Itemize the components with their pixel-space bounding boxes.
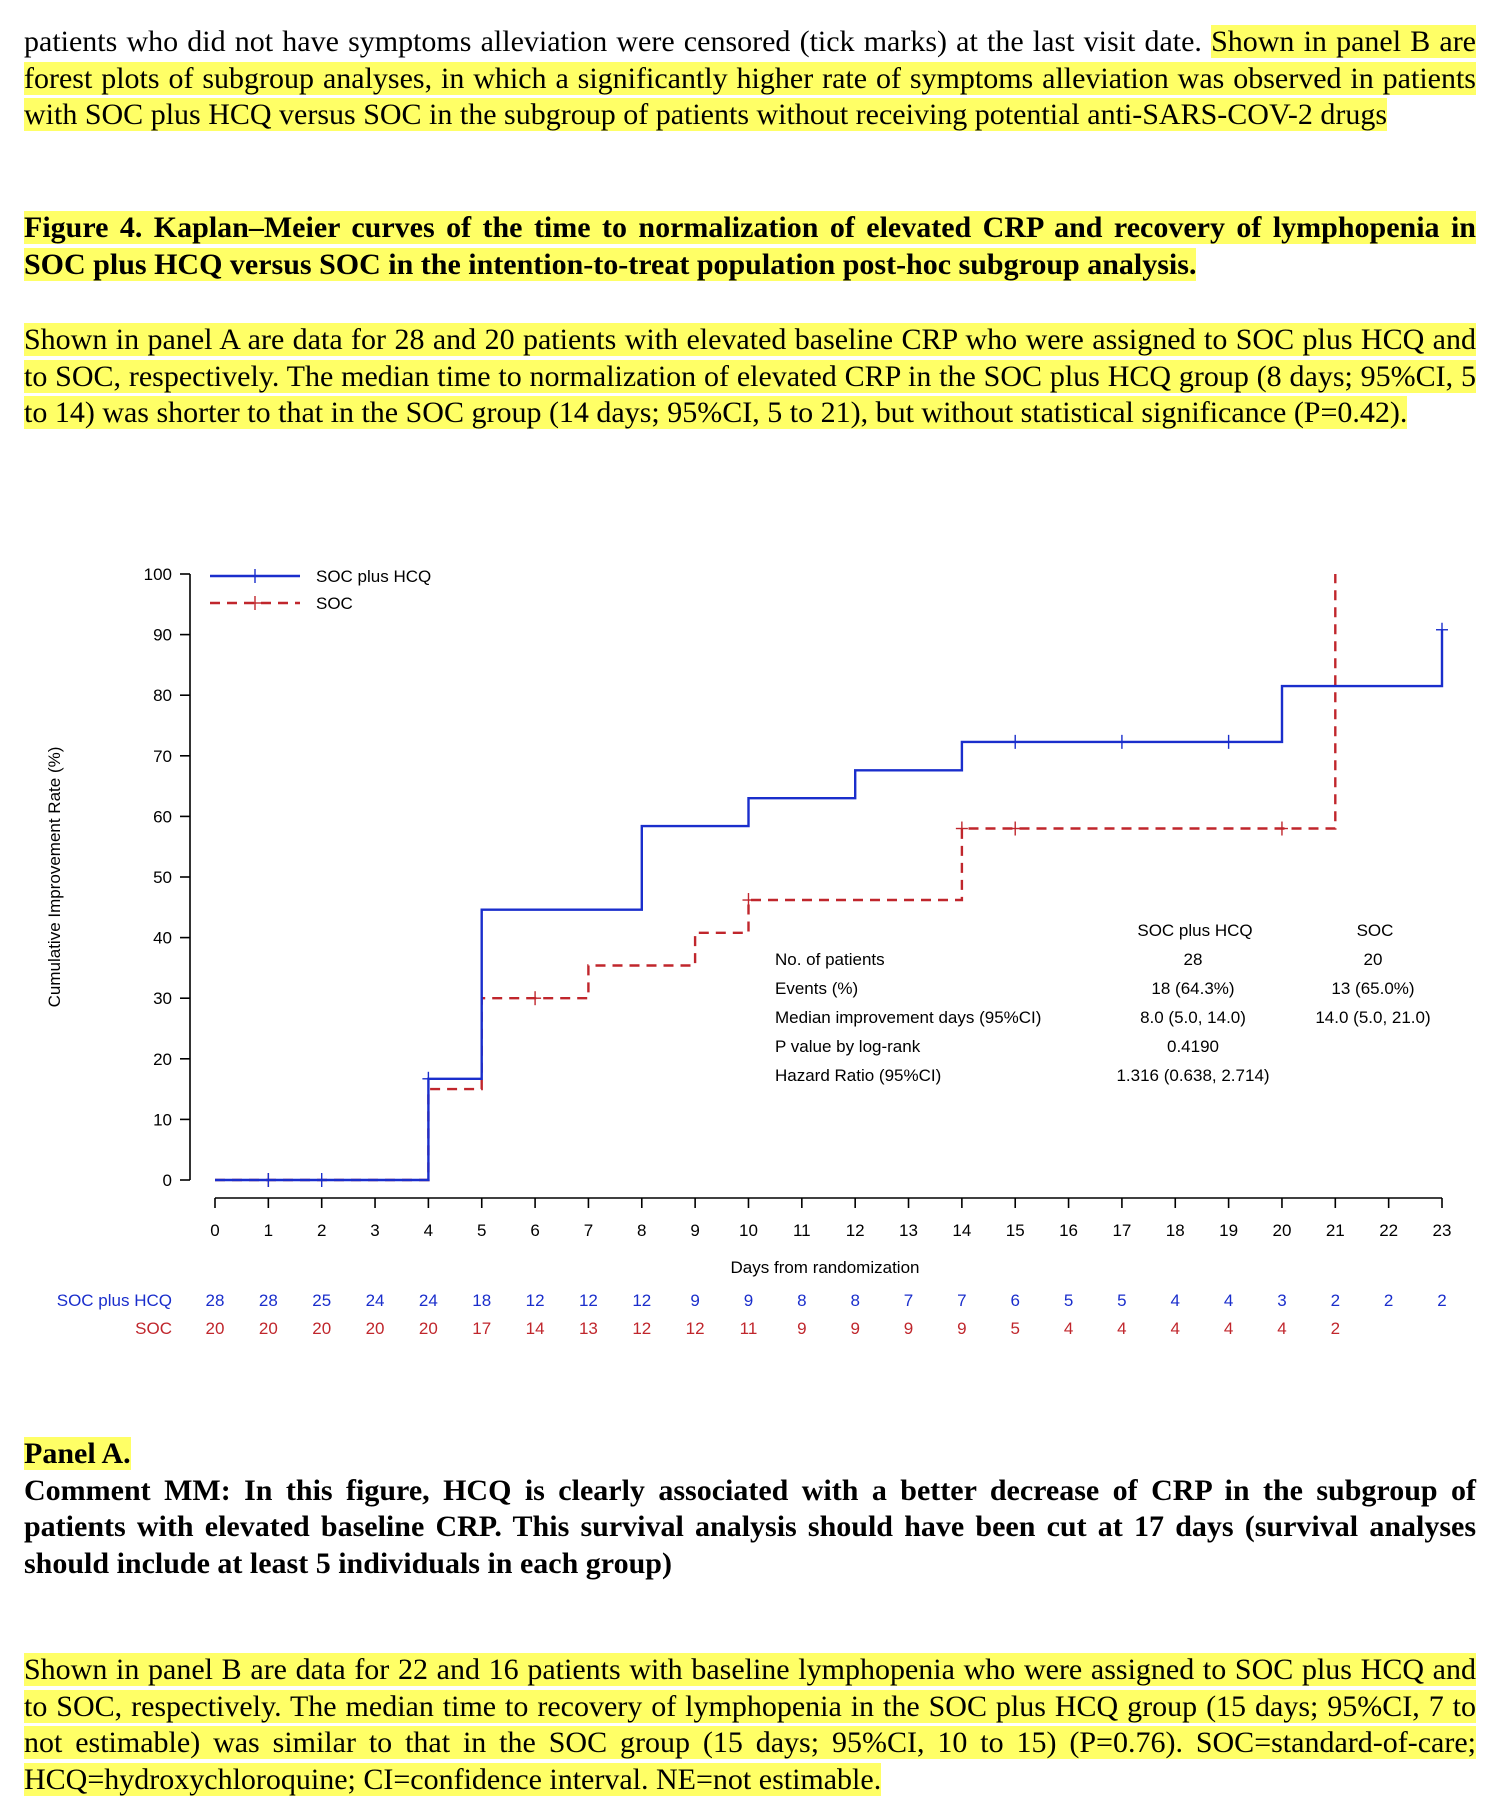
at-risk-soc-value: 14 bbox=[525, 1319, 545, 1338]
at-risk-hcq-value: 3 bbox=[1277, 1291, 1287, 1310]
at-risk-hcq-value: 8 bbox=[850, 1291, 860, 1310]
stats-value-soc: 14.0 (5.0, 21.0) bbox=[1315, 1008, 1431, 1027]
stats-value-hcq: 18 (64.3%) bbox=[1151, 979, 1235, 998]
at-risk-soc-value: 13 bbox=[578, 1319, 598, 1338]
at-risk-hcq-value: 7 bbox=[903, 1291, 914, 1310]
at-risk-soc-value: 4 bbox=[1277, 1319, 1287, 1338]
at-risk-hcq-value: 12 bbox=[578, 1291, 598, 1310]
y-tick-label: 30 bbox=[153, 989, 172, 1009]
y-tick-label: 10 bbox=[153, 1110, 172, 1130]
at-risk-soc-value: 20 bbox=[418, 1319, 438, 1338]
at-risk-hcq-value: 25 bbox=[312, 1291, 332, 1310]
y-axis-label: Cumulative Improvement Rate (%) bbox=[45, 746, 64, 1008]
at-risk-soc-value: 9 bbox=[850, 1319, 860, 1338]
stats-row-label: P value by log-rank bbox=[775, 1037, 921, 1056]
stats-row-label: Events (%) bbox=[775, 979, 859, 998]
x-tick-label: 7 bbox=[583, 1221, 594, 1240]
figure-title-text: Figure 4. Kaplan–Meier curves of the time to normalization of elevated CRP and recovery of lymphopenia in SOC plus HCQ versus SOC in the intention-to-treat population post-hoc subgroup analysis. bbox=[24, 211, 1476, 281]
intro-paragraph bbox=[24, 24, 1476, 134]
at-risk-hcq-value: 28 bbox=[205, 1291, 225, 1310]
x-tick-label: 21 bbox=[1325, 1221, 1345, 1240]
x-tick-label: 11 bbox=[792, 1221, 811, 1240]
x-tick-label: 6 bbox=[530, 1221, 540, 1240]
x-tick-label: 15 bbox=[1005, 1221, 1025, 1240]
x-tick-label: 12 bbox=[845, 1221, 865, 1240]
at-risk-hcq-value: 12 bbox=[525, 1291, 545, 1310]
at-risk-hcq-value: 2 bbox=[1330, 1291, 1341, 1310]
y-tick-label: 0 bbox=[162, 1171, 172, 1190]
at-risk-hcq-value: 24 bbox=[418, 1291, 438, 1310]
hcq-curve bbox=[215, 630, 1442, 1180]
x-tick-label: 8 bbox=[637, 1221, 647, 1240]
x-tick-label: 20 bbox=[1272, 1221, 1292, 1240]
x-tick-label: 13 bbox=[899, 1221, 918, 1240]
at-risk-hcq-value: 8 bbox=[797, 1291, 807, 1310]
y-tick-label: 80 bbox=[153, 686, 172, 706]
x-tick-label: 2 bbox=[316, 1221, 327, 1240]
at-risk-soc-value: 17 bbox=[472, 1319, 492, 1338]
x-tick-label: 16 bbox=[1059, 1221, 1079, 1240]
stats-value-hcq: 28 bbox=[1183, 950, 1203, 969]
legend-soc-label: SOC bbox=[316, 594, 353, 613]
at-risk-soc-value: 4 bbox=[1223, 1319, 1234, 1338]
at-risk-soc-value: 11 bbox=[739, 1319, 758, 1338]
panel-a-description-text: Shown in panel A are data for 28 and 20 patients with elevated baseline CRP who were assigned to SOC plus HCQ and to SOC, respectively. The median time to normalization of elevated CRP in the SOC plus HCQ group (8 days; 95%CI, 5 to 14) was shorter to that in the SOC group (14 days; 95%CI, 5 to 21), but without statistical significance (P=0.42). bbox=[24, 323, 1476, 429]
x-tick-label: 10 bbox=[739, 1221, 758, 1240]
y-tick-label: 40 bbox=[153, 928, 172, 948]
stats-header-hcq: SOC plus HCQ bbox=[1137, 921, 1253, 940]
kaplan-meier-chart bbox=[0, 530, 1492, 1360]
x-tick-label: 23 bbox=[1432, 1221, 1452, 1240]
stats-row-label: No. of patients bbox=[775, 950, 885, 969]
at-risk-hcq-value: 5 bbox=[1063, 1291, 1074, 1310]
at-risk-soc-value: 20 bbox=[205, 1319, 225, 1338]
at-risk-hcq-value: 18 bbox=[472, 1291, 492, 1310]
at-risk-hcq-value: 2 bbox=[1437, 1291, 1447, 1310]
y-tick-label: 70 bbox=[153, 746, 172, 766]
y-tick-label: 20 bbox=[153, 1049, 172, 1069]
comment-block bbox=[24, 1436, 1476, 1582]
at-risk-hcq-value: 24 bbox=[365, 1291, 385, 1310]
y-tick-label: 100 bbox=[143, 565, 172, 584]
at-risk-hcq-value: 4 bbox=[1223, 1291, 1234, 1310]
x-tick-label: 5 bbox=[477, 1221, 487, 1240]
y-tick-label: 50 bbox=[153, 868, 172, 887]
stats-value-soc: 20 bbox=[1363, 950, 1383, 969]
x-tick-label: 0 bbox=[210, 1221, 220, 1240]
at-risk-soc-value: 4 bbox=[1063, 1319, 1074, 1338]
x-tick-label: 3 bbox=[370, 1221, 380, 1240]
stats-value-soc: 13 (65.0%) bbox=[1331, 979, 1415, 998]
panel-b-description-text: Shown in panel B are data for 22 and 16 patients with baseline lymphopenia who were assigned to SOC plus HCQ and to SOC, respectively. The median time to recovery of lymphopenia in the SOC plus HCQ group (15 days; 95%CI, 7 to not estimable) was similar to that in the SOC group (15 days; 95%CI, 10 to 15) (P=0.76). SOC=standard-of-care; HCQ=hydroxychloroquine; CI=confidence interval. NE=not estimable. bbox=[24, 1653, 1476, 1796]
comment-text: Comment MM: In this figure, HCQ is clearly associated with a better decrease of CRP in the subgroup of patients with elevated baseline CRP. This survival analysis should have been cut at 17 days (survival analyses should include at least 5 individuals in each group) bbox=[24, 1473, 1476, 1580]
y-tick-label: 60 bbox=[153, 807, 172, 827]
at-risk-hcq-label: SOC plus HCQ bbox=[56, 1291, 172, 1310]
at-risk-soc-value: 4 bbox=[1170, 1319, 1180, 1338]
at-risk-soc-value: 4 bbox=[1117, 1319, 1127, 1338]
at-risk-hcq-value: 28 bbox=[258, 1291, 278, 1310]
at-risk-hcq-value: 9 bbox=[690, 1291, 700, 1310]
panel-b-description bbox=[24, 1652, 1476, 1798]
figure-title bbox=[24, 210, 1476, 283]
at-risk-hcq-value: 9 bbox=[743, 1291, 754, 1310]
at-risk-soc-label: SOC bbox=[135, 1319, 172, 1338]
y-tick-label: 90 bbox=[153, 625, 172, 645]
x-axis-label: Days from randomization bbox=[730, 1258, 920, 1277]
at-risk-hcq-value: 7 bbox=[957, 1291, 967, 1310]
soc-curve bbox=[215, 574, 1335, 1180]
at-risk-hcq-value: 5 bbox=[1117, 1291, 1127, 1310]
intro-plain-text: patients who did not have symptoms alleviation were censored (tick marks) at the last visit date. bbox=[24, 25, 1212, 58]
x-tick-label: 1 bbox=[263, 1221, 274, 1240]
stats-header-soc: SOC bbox=[1356, 921, 1394, 940]
stats-value-hcq: 0.4190 bbox=[1167, 1037, 1219, 1056]
at-risk-soc-value: 9 bbox=[797, 1319, 807, 1338]
at-risk-soc-value: 5 bbox=[1010, 1319, 1020, 1338]
at-risk-soc-value: 9 bbox=[957, 1319, 967, 1338]
x-tick-label: 14 bbox=[952, 1221, 972, 1240]
x-tick-label: 19 bbox=[1219, 1221, 1239, 1240]
at-risk-soc-value: 9 bbox=[903, 1319, 914, 1338]
at-risk-hcq-value: 6 bbox=[1010, 1291, 1020, 1310]
stats-value-hcq: 1.316 (0.638, 2.714) bbox=[1116, 1066, 1270, 1085]
panel-label: Panel A. bbox=[24, 1437, 131, 1470]
stats-row-label: Median improvement days (95%CI) bbox=[775, 1008, 1042, 1027]
at-risk-hcq-value: 12 bbox=[632, 1291, 652, 1310]
at-risk-soc-value: 20 bbox=[258, 1319, 278, 1338]
at-risk-soc-value: 20 bbox=[365, 1319, 385, 1338]
at-risk-hcq-value: 2 bbox=[1383, 1291, 1394, 1310]
legend-hcq-label: SOC plus HCQ bbox=[316, 567, 432, 586]
at-risk-soc-value: 12 bbox=[685, 1319, 705, 1338]
intro-highlighted-text: Shown in panel B are forest plots of subgroup analyses, in which a significantly higher rate of symptoms alleviation was observed in patients with SOC plus HCQ versus SOC in the subgroup of patients without receiving potential anti-SARS-COV-2 drugs bbox=[24, 25, 1476, 131]
stats-value-hcq: 8.0 (5.0, 14.0) bbox=[1140, 1008, 1246, 1027]
stats-row-label: Hazard Ratio (95%CI) bbox=[775, 1066, 942, 1085]
x-tick-label: 18 bbox=[1165, 1221, 1185, 1240]
panel-a-description bbox=[24, 322, 1476, 432]
at-risk-soc-value: 2 bbox=[1330, 1319, 1341, 1338]
x-tick-label: 22 bbox=[1379, 1221, 1399, 1240]
at-risk-soc-value: 20 bbox=[312, 1319, 332, 1338]
at-risk-soc-value: 12 bbox=[632, 1319, 652, 1338]
x-tick-label: 9 bbox=[690, 1221, 700, 1240]
x-tick-label: 17 bbox=[1112, 1221, 1132, 1240]
x-tick-label: 4 bbox=[423, 1221, 434, 1240]
at-risk-hcq-value: 4 bbox=[1170, 1291, 1180, 1310]
